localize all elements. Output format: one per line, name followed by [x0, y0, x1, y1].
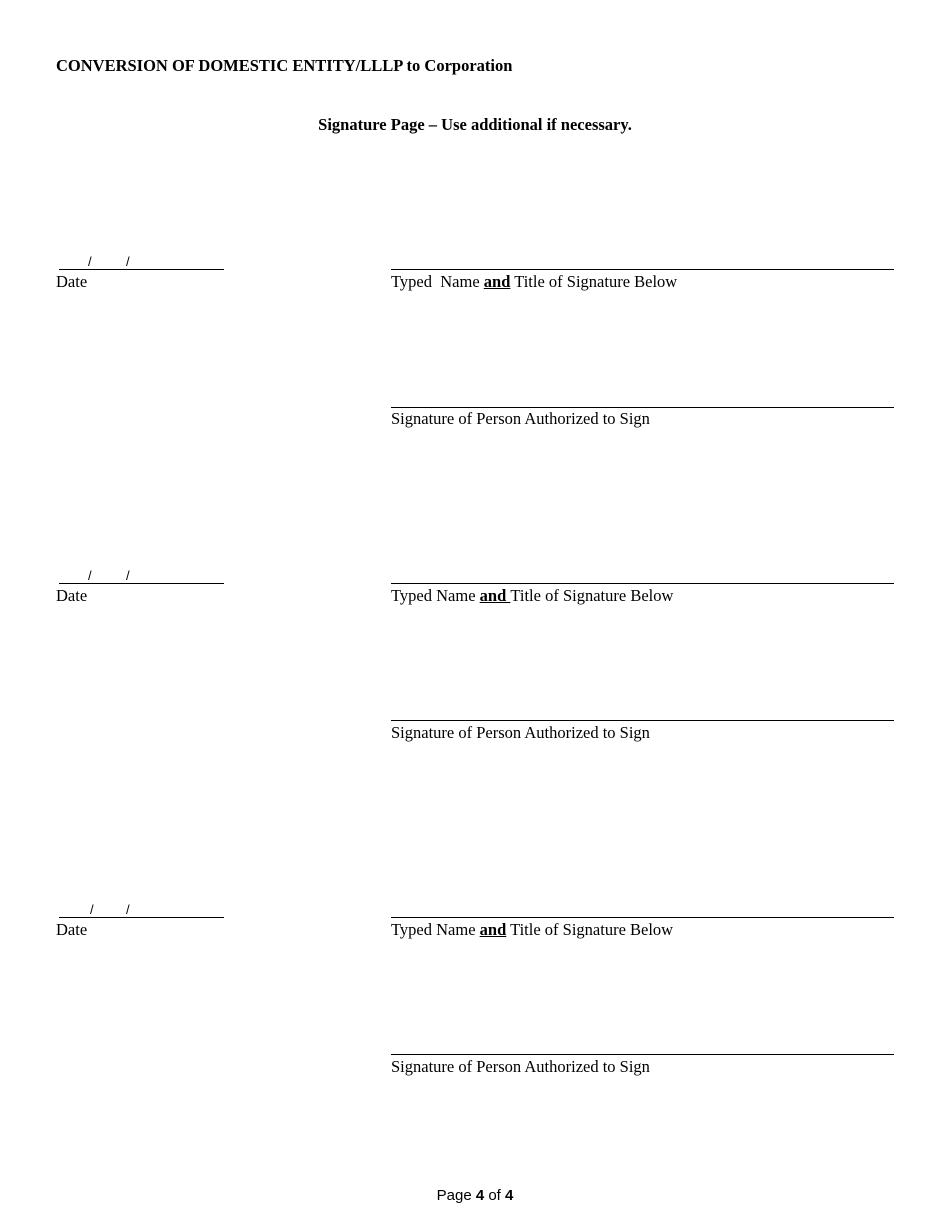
date-label: Date: [56, 272, 88, 291]
document-subtitle: Signature Page – Use additional if necessary.: [318, 115, 632, 134]
date-field-3[interactable]: [59, 902, 224, 918]
date-slash: /: [126, 902, 130, 917]
date-slash: /: [88, 254, 92, 269]
date-slash: /: [88, 568, 92, 583]
typed-name-label: Typed Name and Title of Signature Below: [391, 920, 674, 939]
date-field-1[interactable]: [59, 254, 224, 270]
typed-name-field-2[interactable]: [391, 583, 894, 584]
signature-label: Signature of Person Authorized to Sign: [391, 1057, 650, 1076]
date-label: Date: [56, 586, 88, 605]
typed-name-label: Typed Name and Title of Signature Below: [391, 586, 674, 605]
document-title: CONVERSION OF DOMESTIC ENTITY/LLLP to Corporation: [56, 56, 513, 75]
typed-name-field-1[interactable]: [391, 269, 894, 270]
date-slash: /: [126, 568, 130, 583]
date-slash: /: [126, 254, 130, 269]
page-number: Page 4 of 4: [436, 1187, 514, 1204]
typed-name-label: Typed Name and Title of Signature Below: [391, 272, 678, 291]
date-field-2[interactable]: [59, 568, 224, 584]
signature-field-2[interactable]: [391, 720, 894, 721]
signature-label: Signature of Person Authorized to Sign: [391, 409, 650, 428]
signature-label: Signature of Person Authorized to Sign: [391, 723, 650, 742]
date-label: Date: [56, 920, 88, 939]
signature-field-1[interactable]: [391, 407, 894, 408]
typed-name-field-3[interactable]: [391, 917, 894, 918]
signature-field-3[interactable]: [391, 1054, 894, 1055]
date-slash: /: [90, 902, 94, 917]
